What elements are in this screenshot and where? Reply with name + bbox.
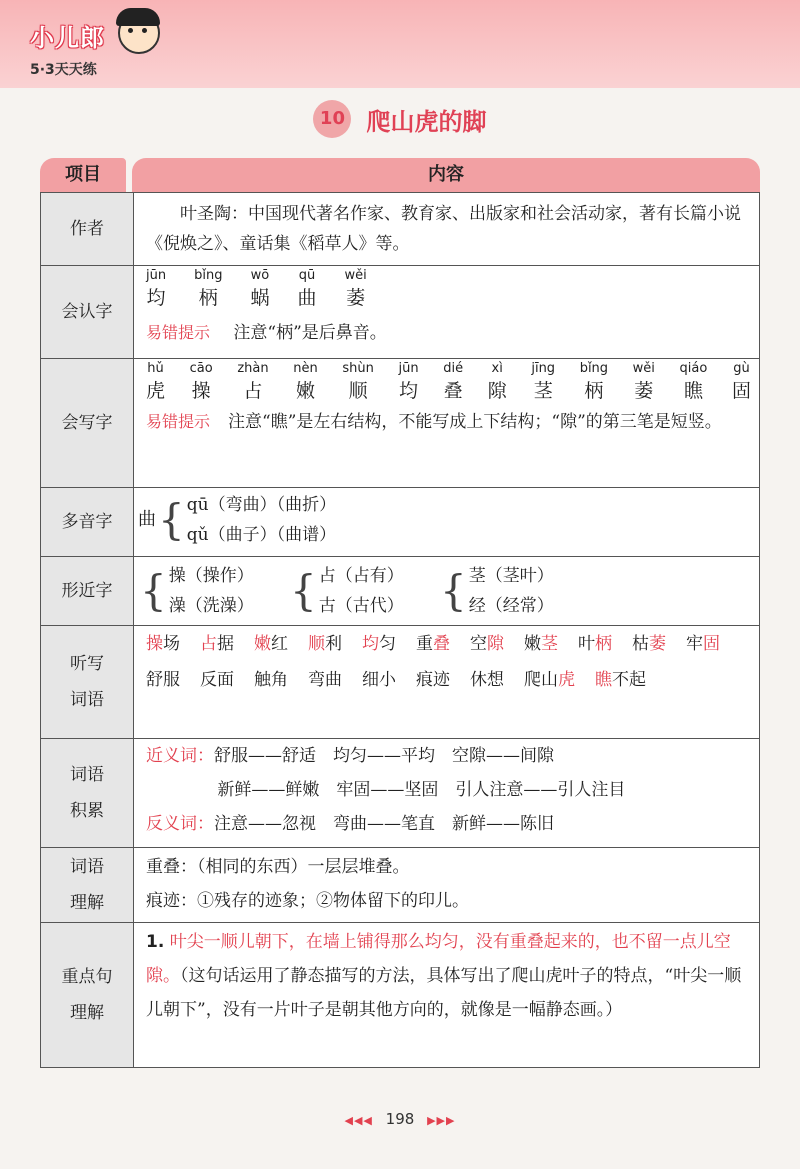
- dictation-word: [254, 662, 288, 698]
- pinyin-char: [398, 361, 418, 405]
- dictation-word: [416, 662, 450, 698]
- hanzi: 叠: [443, 380, 463, 402]
- row-label-line: 词语: [70, 857, 104, 877]
- word-part: 隙: [487, 634, 504, 654]
- tip-text: 注意“柄”是后鼻音。: [233, 323, 387, 343]
- pinyin-char: [531, 361, 555, 405]
- sentence-number: 1.: [146, 932, 165, 952]
- similar-group-1: [138, 559, 288, 623]
- pinyin: dié: [443, 361, 464, 376]
- summary-table: [40, 192, 760, 1068]
- word-part: 爬山: [524, 670, 558, 690]
- mascot-hair-icon: [116, 8, 160, 26]
- dictation-word: [362, 626, 396, 662]
- table-row-similar: [41, 556, 759, 625]
- row-label: [41, 848, 134, 922]
- definition-line: 痕迹：①残存的迹象；②物体留下的印儿。: [146, 891, 469, 911]
- row-label: [41, 923, 134, 1067]
- word-part: 不起: [612, 670, 646, 690]
- hanzi: 虎: [146, 380, 166, 402]
- brace-icon: {: [290, 566, 317, 615]
- polyphone-reading-2: qǔ（曲子）（曲谱）: [186, 525, 337, 545]
- hanzi: 茎: [533, 380, 553, 402]
- hanzi: 均: [146, 287, 166, 309]
- synonym-words: 舒服——舒适 均匀——平均 空隙——间隙: [214, 746, 554, 766]
- key-sentence-analysis: （这句话运用了静态描写的方法，具体写出了爬山虎叶子的特点，“叶尖一顺儿朝下”，没有一片叶子是朝其他方向的，就像是一幅静态画。）: [146, 966, 742, 1020]
- pinyin: qū: [298, 268, 316, 283]
- table-row-read-chars: [41, 265, 759, 358]
- polyphone-content: [134, 488, 759, 556]
- similar-group-3: [438, 559, 588, 623]
- brand-name: 小儿郎: [30, 24, 105, 52]
- pinyin: wěi: [632, 361, 655, 376]
- pinyin: zhàn: [237, 361, 269, 376]
- pinyin-char: [194, 268, 222, 312]
- dictation-word: [362, 662, 396, 698]
- pinyin-char: [443, 361, 463, 405]
- write-chars-content: [134, 359, 759, 487]
- dictation-word: [308, 662, 342, 698]
- pinyin: wō: [250, 268, 270, 283]
- word-part: 空: [470, 634, 487, 654]
- dictation-word: [632, 626, 666, 662]
- mascot-eye-icon: [142, 28, 147, 33]
- table-row-author: [41, 193, 759, 265]
- lesson-title-text: 爬山虎的脚: [366, 107, 487, 136]
- table-row-polyphone: [41, 487, 759, 556]
- pinyin: jūn: [146, 268, 167, 283]
- dictation-word: [578, 626, 612, 662]
- mascot-eye-icon: [128, 28, 133, 33]
- brace-icon: {: [440, 566, 467, 615]
- similar-item: 占（占有）: [318, 566, 404, 586]
- key-sentence-content: [134, 923, 759, 1067]
- similar-pair: [169, 561, 254, 621]
- word-part: 匀: [379, 634, 396, 654]
- key-sentence-quote: 叶尖一顺儿朝下，在墙上铺得那么均匀，没有重叠起来的，也不留一点儿空隙。: [146, 932, 731, 986]
- hanzi: 隙: [487, 380, 507, 402]
- pinyin-char: [344, 268, 366, 312]
- right-arrows-icon: ▶▶▶: [427, 1114, 456, 1127]
- tip-text: 注意“瞧”是左右结构，不能写成上下结构；“隙”的第三笔是短竖。: [228, 412, 722, 432]
- definition-line: 重叠：（相同的东西）一层层堆叠。: [146, 857, 410, 877]
- table-row-accumulate: [41, 738, 759, 847]
- pinyin: gù: [733, 361, 750, 376]
- word-part: 嫩: [524, 634, 541, 654]
- hanzi: 固: [731, 380, 751, 402]
- pinyin: qiáo: [679, 361, 708, 376]
- hanzi: 蜗: [250, 287, 270, 309]
- hanzi: 萎: [346, 287, 366, 309]
- hanzi: 柄: [198, 287, 218, 309]
- word-part: 嫩: [254, 634, 271, 654]
- similar-item: 操（操作）: [168, 566, 254, 586]
- table-row-write-chars: [41, 358, 759, 487]
- word-part: 触角: [254, 670, 288, 690]
- similar-pair: [319, 561, 404, 621]
- pinyin-char: [293, 361, 317, 405]
- similar-pair: [469, 561, 554, 621]
- dictation-word: [416, 626, 450, 662]
- pinyin-char: [146, 268, 166, 312]
- pinyin: bǐng: [579, 361, 609, 376]
- table-header: [40, 158, 760, 192]
- pinyin-char: [190, 361, 213, 405]
- hanzi: 操: [191, 380, 211, 402]
- word-part: 据: [217, 634, 234, 654]
- table-row-key-sentence: [41, 922, 759, 1067]
- word-part: 牢: [686, 634, 703, 654]
- similar-item: 澡（洗澡）: [168, 596, 254, 616]
- row-label: 会写字: [41, 359, 134, 487]
- antonym-words: 注意——忽视 弯曲——笔直 新鲜——陈旧: [214, 814, 554, 834]
- similar-item: 茎（茎叶）: [468, 566, 554, 586]
- pinyin-char: [297, 268, 316, 312]
- hanzi: 均: [399, 380, 419, 402]
- similar-item: 古（古代）: [318, 596, 404, 616]
- polyphone-char: 曲: [138, 509, 156, 530]
- top-banner: [0, 0, 800, 88]
- dictation-word: [524, 626, 558, 662]
- pinyin-char: [680, 361, 708, 405]
- pinyin-char: [732, 361, 751, 405]
- word-part: 休想: [470, 670, 504, 690]
- word-part: 细小: [362, 670, 396, 690]
- polyphone-readings: [187, 490, 336, 550]
- dictation-word: [146, 626, 180, 662]
- dictation-word: [254, 626, 288, 662]
- similar-group-2: [288, 559, 438, 623]
- dictation-word: [470, 662, 504, 698]
- lesson-number-badge: 10: [313, 100, 351, 138]
- read-chars-content: [134, 266, 759, 358]
- pinyin: hǔ: [147, 361, 164, 376]
- word-part: 瞧: [595, 670, 612, 690]
- hanzi: 占: [243, 380, 263, 402]
- dictation-word-list: [146, 626, 751, 698]
- hanzi: 顺: [348, 380, 368, 402]
- brace-icon: {: [140, 566, 167, 615]
- row-label-line: 词语: [70, 765, 104, 785]
- row-label: [41, 626, 134, 738]
- brace-icon: {: [158, 495, 185, 544]
- word-part: 叶: [578, 634, 595, 654]
- similar-content: [134, 557, 759, 625]
- word-part: 均: [362, 634, 379, 654]
- pinyin-char: [580, 361, 608, 405]
- word-part: 利: [325, 634, 342, 654]
- word-part: 反面: [200, 670, 234, 690]
- row-label-line: 理解: [70, 1003, 104, 1023]
- word-part: 舒服: [146, 670, 180, 690]
- row-label-line: 积累: [70, 801, 104, 821]
- tip-label: 易错提示: [146, 412, 211, 431]
- word-part: 占: [200, 634, 217, 654]
- word-part: 枯: [632, 634, 649, 654]
- word-part: 柄: [595, 634, 612, 654]
- word-part: 萎: [649, 634, 666, 654]
- pinyin: cāo: [189, 361, 213, 376]
- word-part: 茎: [541, 634, 558, 654]
- pinyin-char-list: [146, 268, 751, 312]
- hanzi: 嫩: [295, 380, 315, 402]
- pinyin-char: [146, 361, 165, 405]
- word-part: 顺: [308, 634, 325, 654]
- antonym-line: [146, 807, 751, 841]
- word-part: 场: [163, 634, 180, 654]
- tip-line: [146, 318, 751, 348]
- dictation-word: [200, 662, 234, 698]
- pinyin-char: [237, 361, 268, 405]
- dictation-word: [686, 626, 720, 662]
- antonym-label: 反义词：: [146, 814, 214, 834]
- author-text: 叶圣陶：中国现代著名作家、教育家、出版家和社会活动家，著有长篇小说《倪焕之》、童话集《稻草人》等。: [146, 204, 741, 254]
- brand-subtitle: 5·3天天练: [30, 62, 97, 78]
- pinyin-char: [250, 268, 269, 312]
- dictation-word: [308, 626, 342, 662]
- similar-item: 经（经常）: [468, 596, 554, 616]
- header-item: 项目: [40, 158, 126, 192]
- brand-logo: [30, 18, 105, 79]
- dictation-word: [200, 626, 234, 662]
- word-part: 操: [146, 634, 163, 654]
- row-label-line: 重点句: [61, 967, 113, 987]
- pinyin: bǐng: [194, 268, 223, 283]
- header-content: 内容: [132, 158, 760, 192]
- dictation-word: [470, 626, 504, 662]
- table-row-understand: [41, 847, 759, 922]
- word-part: 固: [703, 634, 720, 654]
- word-part: 弯曲: [308, 670, 342, 690]
- tip-label: 易错提示: [146, 323, 211, 342]
- row-label: 形近字: [41, 557, 134, 625]
- word-part: 痕迹: [416, 670, 450, 690]
- dictation-word: [524, 662, 575, 698]
- pinyin-char: [342, 361, 374, 405]
- row-label: 会认字: [41, 266, 134, 358]
- word-part: 红: [271, 634, 288, 654]
- pinyin-char: [633, 361, 655, 405]
- hanzi: 萎: [634, 380, 654, 402]
- page-number-text: 198: [385, 1110, 415, 1128]
- pinyin: shùn: [342, 361, 374, 376]
- polyphone-reading-1: qū（弯曲）（曲折）: [186, 495, 337, 515]
- synonym-words-2: 新鲜——鲜嫩 牢固——坚固 引人注意——引人注目: [217, 780, 626, 800]
- synonym-line: [146, 739, 751, 773]
- row-label: 多音字: [41, 488, 134, 556]
- dictation-word: [146, 662, 180, 698]
- polyphone-group: [138, 490, 751, 550]
- understand-content: [134, 848, 759, 922]
- word-part: 虎: [558, 670, 575, 690]
- synonym-label: 近义词：: [146, 746, 214, 766]
- row-label-line: 词语: [70, 690, 104, 710]
- page-number: [0, 1110, 800, 1128]
- accumulate-content: [134, 739, 759, 847]
- hanzi: 瞧: [683, 380, 703, 402]
- dictation-word: [595, 662, 646, 698]
- row-label-line: 理解: [70, 893, 104, 913]
- table-row-dictation: [41, 625, 759, 738]
- word-part: 叠: [433, 634, 450, 654]
- hanzi: 曲: [297, 287, 317, 309]
- pinyin-char: [488, 361, 507, 405]
- pinyin: jīng: [531, 361, 556, 376]
- pinyin: xì: [491, 361, 503, 376]
- word-part: 重: [416, 634, 433, 654]
- hanzi: 柄: [584, 380, 604, 402]
- pinyin: wěi: [344, 268, 367, 283]
- left-arrows-icon: ◀◀◀: [344, 1114, 373, 1127]
- row-label: 作者: [41, 193, 134, 265]
- row-label: [41, 739, 134, 847]
- lesson-title: [0, 100, 800, 138]
- pinyin-char-list: [146, 361, 751, 405]
- pinyin: nèn: [293, 361, 318, 376]
- row-label-line: 听写: [70, 654, 104, 674]
- pinyin: jūn: [398, 361, 419, 376]
- dictation-content: [134, 626, 759, 738]
- tip-line: [146, 407, 751, 437]
